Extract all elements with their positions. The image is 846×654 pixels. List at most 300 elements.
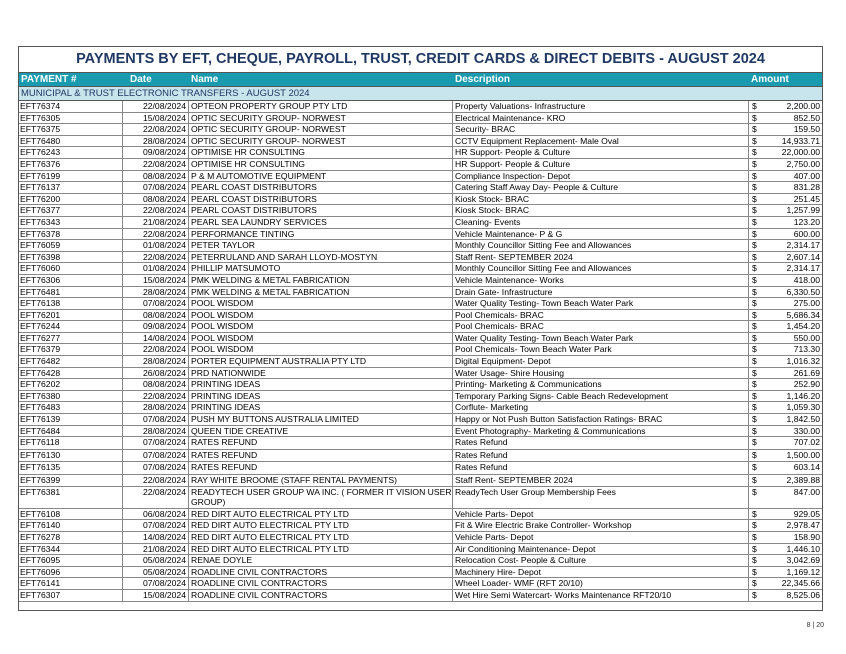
amount-value: 5,686.34 [786,309,820,320]
table-row [19,368,822,380]
payment-date: 06/08/2024 [123,509,189,520]
table-row [19,205,822,217]
report-title: PAYMENTS BY EFT, CHEQUE, PAYROLL, TRUST, CREDIT CARDS & DIRECT DEBITS - AUGUST 2024 [19,47,822,73]
payment-id: EFT76307 [19,590,123,601]
payment-description: Cleaning- Events [453,217,749,228]
payee-name: POOL WISDOM [189,344,453,355]
payment-date: 07/08/2024 [123,450,189,462]
payee-name: PEARL COAST DISTRIBUTORS [189,205,453,216]
currency-symbol: $ [752,566,757,577]
payment-id: EFT76137 [19,182,123,193]
currency-symbol: $ [752,486,757,497]
currency-symbol: $ [752,274,757,285]
amount-value: 22,345.66 [781,578,820,589]
payment-description: Wet Hire Semi Watercart- Works Maintenance RFT20/10 [453,590,749,601]
payment-id: EFT76483 [19,402,123,413]
payment-description: Pool Chemicals- BRAC [453,310,749,321]
payment-id: EFT76482 [19,356,123,367]
payment-amount [749,391,822,402]
currency-symbol: $ [752,379,757,390]
amount-value: 550.00 [793,332,820,343]
payment-description: Drain Gate- Infrastructure [453,287,749,298]
payment-description: Event Photography- Marketing & Communications [453,426,749,437]
payment-date: 08/08/2024 [123,171,189,182]
table-row [19,229,822,241]
payment-date: 07/08/2024 [123,182,189,193]
payment-amount [749,532,822,543]
table-row [19,426,822,438]
payment-date: 07/08/2024 [123,298,189,309]
table-row [19,487,822,509]
payment-amount [749,356,822,367]
amount-value: 2,607.14 [786,251,820,262]
payment-date: 22/08/2024 [123,475,189,486]
payment-amount [749,578,822,589]
payment-description: Corflute- Marketing [453,402,749,413]
amount-value: 1,842.50 [786,414,820,425]
currency-symbol: $ [752,332,757,343]
payment-date: 15/08/2024 [123,113,189,124]
payment-description: Kiosk Stock- BRAC [453,205,749,216]
currency-symbol: $ [752,135,757,146]
header-payment: PAYMENT # [21,74,77,85]
payment-date: 07/08/2024 [123,437,189,449]
currency-symbol: $ [752,124,757,135]
table-row [19,344,822,356]
payment-id: EFT76278 [19,532,123,543]
currency-symbol: $ [752,298,757,309]
currency-symbol: $ [752,216,757,227]
payment-id: EFT76306 [19,275,123,286]
payment-description: ReadyTech User Group Membership Fees [453,487,749,508]
amount-value: 847.00 [793,486,820,497]
amount-value: 1,454.20 [786,321,820,332]
amount-value: 123.20 [793,216,820,227]
currency-symbol: $ [752,543,757,554]
payment-description: Vehicle Maintenance- Works [453,275,749,286]
payment-date: 05/08/2024 [123,567,189,578]
table-header [19,73,822,87]
table-row [19,544,822,556]
payment-description: CCTV Equipment Replacement- Male Oval [453,136,749,147]
table-row [19,321,822,333]
payment-amount [749,333,822,344]
payee-name: ROADLINE CIVIL CONTRACTORS [189,590,453,601]
payee-name: QUEEN TIDE CREATIVE [189,426,453,437]
currency-symbol: $ [752,589,757,600]
payment-id: EFT76398 [19,252,123,263]
table-row [19,240,822,252]
currency-symbol: $ [752,263,757,274]
currency-symbol: $ [752,531,757,542]
table-row [19,379,822,391]
payment-amount [749,462,822,474]
payee-name: RED DIRT AUTO ELECTRICAL PTY LTD [189,544,453,555]
table-row [19,113,822,125]
payment-amount [749,437,822,449]
table-body [19,101,822,602]
currency-symbol: $ [752,520,757,531]
payment-amount [749,555,822,566]
payment-amount [749,217,822,228]
table-row [19,555,822,567]
payee-name: OPTIMISE HR CONSULTING [189,147,453,158]
payment-id: EFT76096 [19,567,123,578]
payment-amount [749,520,822,531]
table-row [19,310,822,322]
payment-amount [749,113,822,124]
currency-symbol: $ [752,228,757,239]
table-row [19,590,822,602]
currency-symbol: $ [752,309,757,320]
table-row [19,356,822,368]
amount-value: 600.00 [793,228,820,239]
header-name: Name [191,74,219,85]
payment-description: Kiosk Stock- BRAC [453,194,749,205]
table-row [19,414,822,426]
payment-amount [749,544,822,555]
table-row [19,252,822,264]
amount-value: 2,978.47 [786,520,820,531]
currency-symbol: $ [752,555,757,566]
currency-symbol: $ [752,170,757,181]
header-amount: Amount [751,74,789,85]
payment-amount [749,487,822,508]
payee-name: PMK WELDING & METAL FABRICATION [189,275,453,286]
currency-symbol: $ [752,462,757,473]
currency-symbol: $ [752,390,757,401]
currency-symbol: $ [752,414,757,425]
amount-value: 6,330.50 [786,286,820,297]
amount-value: 1,059.30 [786,402,820,413]
payee-name: ROADLINE CIVIL CONTRACTORS [189,567,453,578]
payment-id: EFT76344 [19,544,123,555]
table-row [19,287,822,299]
currency-symbol: $ [752,344,757,355]
table-row [19,475,822,487]
payment-date: 07/08/2024 [123,462,189,474]
payment-id: EFT76305 [19,113,123,124]
amount-value: 1,016.32 [786,356,820,367]
currency-symbol: $ [752,193,757,204]
table-row [19,298,822,310]
table-row [19,532,822,544]
payee-name: OPTIC SECURITY GROUP- NORWEST [189,136,453,147]
payment-amount [749,450,822,462]
payment-date: 22/08/2024 [123,205,189,216]
payment-id: EFT76199 [19,171,123,182]
payment-id: EFT76141 [19,578,123,589]
payment-amount [749,310,822,321]
currency-symbol: $ [752,112,757,123]
payment-description: HR Support- People & Culture [453,147,749,158]
payment-id: EFT76118 [19,437,123,449]
payment-amount [749,287,822,298]
payment-id: EFT76140 [19,520,123,531]
payee-name: P & M AUTOMOTIVE EQUIPMENT [189,171,453,182]
section-heading: MUNICIPAL & TRUST ELECTRONIC TRANSFERS - AUGUST 2024 [19,87,822,101]
payment-date: 08/08/2024 [123,194,189,205]
currency-symbol: $ [752,437,757,448]
payee-name: POOL WISDOM [189,333,453,344]
payee-name: POOL WISDOM [189,298,453,309]
payment-amount [749,402,822,413]
table-row [19,217,822,229]
payment-date: 28/08/2024 [123,426,189,437]
payment-date: 09/08/2024 [123,321,189,332]
payee-name: PEARL COAST DISTRIBUTORS [189,194,453,205]
payment-id: EFT76139 [19,414,123,425]
amount-value: 1,500.00 [786,449,820,460]
amount-value: 2,314.17 [786,263,820,274]
table-row [19,437,822,450]
payment-id: EFT76428 [19,368,123,379]
table-row [19,275,822,287]
amount-value: 330.00 [793,425,820,436]
payment-amount [749,414,822,425]
payment-description: Vehicle Parts- Depot [453,509,749,520]
payee-name: RATES REFUND [189,450,453,462]
payment-description: Electrical Maintenance- KRO [453,113,749,124]
currency-symbol: $ [752,578,757,589]
payment-id: EFT76378 [19,229,123,240]
payment-date: 05/08/2024 [123,555,189,566]
currency-symbol: $ [752,449,757,460]
payment-description: Catering Staff Away Day- People & Culture [453,182,749,193]
payment-date: 21/08/2024 [123,217,189,228]
table-row [19,509,822,521]
payment-amount [749,590,822,601]
amount-value: 713.30 [793,344,820,355]
amount-value: 22,000.00 [781,147,820,158]
payment-date: 08/08/2024 [123,379,189,390]
payment-description: Happy or Not Push Button Satisfaction Ratings- BRAC [453,414,749,425]
payee-name: PRD NATIONWIDE [189,368,453,379]
payment-id: EFT76484 [19,426,123,437]
payee-name: PRINTING IDEAS [189,391,453,402]
currency-symbol: $ [752,321,757,332]
payee-name: RED DIRT AUTO ELECTRICAL PTY LTD [189,532,453,543]
amount-value: 3,042.69 [786,555,820,566]
payment-date: 07/08/2024 [123,520,189,531]
payee-name: RED DIRT AUTO ELECTRICAL PTY LTD [189,509,453,520]
payment-id: EFT76059 [19,240,123,251]
payment-description: Fit & Wire Electric Brake Controller- Workshop [453,520,749,531]
payment-description: Temporary Parking Signs- Cable Beach Redevelopment [453,391,749,402]
table-row [19,391,822,403]
currency-symbol: $ [752,425,757,436]
payment-date: 22/08/2024 [123,101,189,112]
payment-description: Printing- Marketing & Communications [453,379,749,390]
payment-id: EFT76379 [19,344,123,355]
amount-value: 1,169.12 [786,566,820,577]
payment-amount [749,136,822,147]
payment-id: EFT76381 [19,487,123,508]
payment-id: EFT76376 [19,159,123,170]
amount-value: 275.00 [793,298,820,309]
payment-id: EFT76277 [19,333,123,344]
payment-description: Relocation Cost- People & Culture [453,555,749,566]
amount-value: 418.00 [793,274,820,285]
amount-value: 1,257.99 [786,205,820,216]
payment-date: 22/08/2024 [123,487,189,508]
payment-id: EFT76481 [19,287,123,298]
currency-symbol: $ [752,158,757,169]
payment-date: 22/08/2024 [123,391,189,402]
amount-value: 251.45 [793,193,820,204]
table-row [19,402,822,414]
amount-value: 159.50 [793,124,820,135]
amount-value: 158.90 [793,531,820,542]
amount-value: 407.00 [793,170,820,181]
table-row [19,520,822,532]
payment-amount [749,567,822,578]
currency-symbol: $ [752,251,757,262]
payee-name: POOL WISDOM [189,310,453,321]
payment-description: Property Valuations- Infrastructure [453,101,749,112]
amount-value: 252.90 [793,379,820,390]
payment-description: Machinery Hire- Depot [453,567,749,578]
table-row [19,147,822,159]
table-row [19,136,822,148]
payment-date: 28/08/2024 [123,136,189,147]
page-number: 8 | 20 [806,622,824,629]
payment-id: EFT76130 [19,450,123,462]
payment-id: EFT76244 [19,321,123,332]
payment-description: Wheel Loader- WMF (RFT 20/10) [453,578,749,589]
amount-value: 929.05 [793,508,820,519]
payee-name: PMK WELDING & METAL FABRICATION [189,287,453,298]
payment-description: Pool Chemicals- Town Beach Water Park [453,344,749,355]
payment-description: Water Quality Testing- Town Beach Water Park [453,298,749,309]
payment-date: 21/08/2024 [123,544,189,555]
payment-id: EFT76095 [19,555,123,566]
table-row [19,462,822,475]
payment-amount [749,379,822,390]
payment-amount [749,240,822,251]
payment-date: 26/08/2024 [123,368,189,379]
payee-name: PEARL COAST DISTRIBUTORS [189,182,453,193]
payment-amount [749,229,822,240]
payment-date: 08/08/2024 [123,310,189,321]
payee-name: RATES REFUND [189,462,453,474]
payment-amount [749,252,822,263]
payment-description: Vehicle Maintenance- P & G [453,229,749,240]
payment-id: EFT76399 [19,475,123,486]
table-row [19,159,822,171]
payment-date: 28/08/2024 [123,402,189,413]
table-row [19,578,822,590]
payee-name: ROADLINE CIVIL CONTRACTORS [189,578,453,589]
payment-date: 22/08/2024 [123,229,189,240]
payment-description: HR Support- People & Culture [453,159,749,170]
payment-date: 22/08/2024 [123,159,189,170]
currency-symbol: $ [752,475,757,485]
payment-description: Security- BRAC [453,124,749,135]
amount-value: 2,314.17 [786,240,820,251]
payment-date: 28/08/2024 [123,356,189,367]
payment-id: EFT76202 [19,379,123,390]
payee-name: RAY WHITE BROOME (STAFF RENTAL PAYMENTS) [189,475,453,486]
amount-value: 2,200.00 [786,101,820,111]
payment-date: 15/08/2024 [123,275,189,286]
table-row [19,182,822,194]
payment-id: EFT76243 [19,147,123,158]
payments-table [18,46,823,611]
payment-description: Water Usage- Shire Housing [453,368,749,379]
payment-description: Monthly Councillor Sitting Fee and Allowances [453,263,749,274]
payee-name: READYTECH USER GROUP WA INC. ( FORMER IT VISION USER GROUP) [191,486,452,508]
currency-symbol: $ [752,101,757,111]
amount-value: 261.69 [793,367,820,378]
currency-symbol: $ [752,240,757,251]
amount-value: 1,146.20 [786,390,820,401]
payment-id: EFT76377 [19,205,123,216]
payment-date: 07/08/2024 [123,414,189,425]
table-row [19,263,822,275]
amount-value: 2,389.88 [786,475,820,485]
currency-symbol: $ [752,508,757,519]
payment-date: 01/08/2024 [123,263,189,274]
payee-name: PERFORMANCE TINTING [189,229,453,240]
payment-date: 14/08/2024 [123,532,189,543]
payment-description: Air Conditioning Maintenance- Depot [453,544,749,555]
payment-description: Rates Refund [453,450,749,462]
payment-id: EFT76060 [19,263,123,274]
payment-id: EFT76343 [19,217,123,228]
payment-description: Rates Refund [453,437,749,449]
payment-description: Staff Rent- SEPTEMBER 2024 [453,475,749,486]
payment-description: Vehicle Parts- Depot [453,532,749,543]
currency-symbol: $ [752,367,757,378]
payment-id: EFT76380 [19,391,123,402]
payment-date: 22/08/2024 [123,252,189,263]
payment-amount [749,368,822,379]
payment-amount [749,509,822,520]
payment-date: 15/08/2024 [123,590,189,601]
payment-amount [749,205,822,216]
payment-amount [749,321,822,332]
payment-description: Compliance Inspection- Depot [453,171,749,182]
currency-symbol: $ [752,182,757,193]
payment-amount [749,275,822,286]
amount-value: 603.14 [793,462,820,473]
payment-id: EFT76375 [19,124,123,135]
payment-amount [749,171,822,182]
payment-description: Pool Chemicals- BRAC [453,321,749,332]
amount-value: 831.28 [793,182,820,193]
payee-name: PHILLIP MATSUMOTO [189,263,453,274]
amount-value: 2,750.00 [786,158,820,169]
currency-symbol: $ [752,147,757,158]
payee-name: RATES REFUND [189,437,453,449]
payee-name: PRINTING IDEAS [189,379,453,390]
payment-id: EFT76374 [19,101,123,112]
payee-name: OPTIC SECURITY GROUP- NORWEST [189,113,453,124]
payment-amount [749,124,822,135]
payment-id: EFT76135 [19,462,123,474]
payment-date: 14/08/2024 [123,333,189,344]
payee-name: OPTIC SECURITY GROUP- NORWEST [189,124,453,135]
payment-description: Staff Rent- SEPTEMBER 2024 [453,252,749,263]
table-row [19,124,822,136]
payment-date: 28/08/2024 [123,287,189,298]
amount-value: 8,525.06 [786,589,820,600]
payment-date: 01/08/2024 [123,240,189,251]
currency-symbol: $ [752,356,757,367]
payee-name: RENAE DOYLE [189,555,453,566]
payee-name: PORTER EQUIPMENT AUSTRALIA PTY LTD [189,356,453,367]
